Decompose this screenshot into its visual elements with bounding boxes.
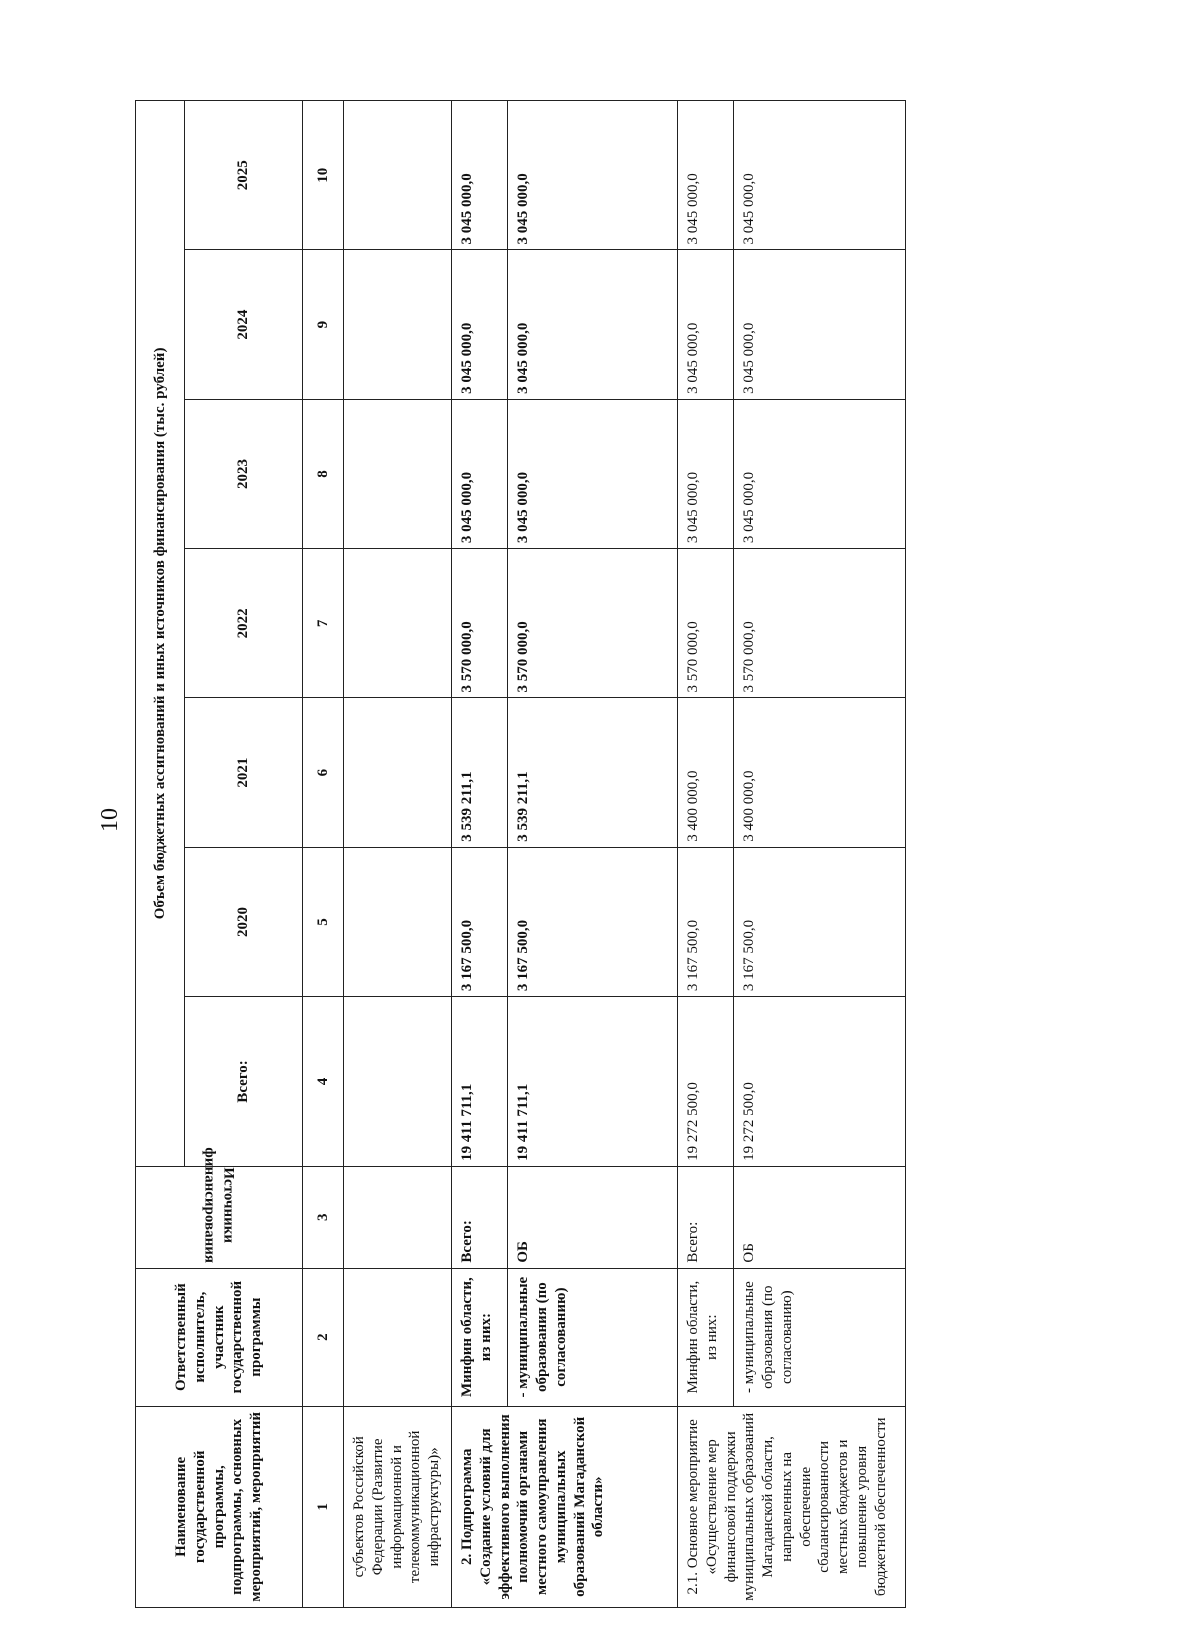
header-total: Всего: — [185, 997, 303, 1167]
row-responsible — [344, 1268, 452, 1406]
header-group-label: Объем бюджетных ассигнований и иных источников финансирования (тыс. рублей) — [136, 101, 185, 1167]
row-value: 3 570 000,0 — [734, 549, 906, 698]
row-responsible: - муниципальные образования (по согласованию) — [734, 1268, 906, 1406]
row-value: 3 045 000,0 — [508, 399, 678, 548]
row-value: 3 045 000,0 — [452, 399, 508, 548]
header-year: 2025 — [185, 101, 303, 250]
header-year: 2024 — [185, 250, 303, 399]
row-source: ОБ — [508, 1166, 678, 1268]
column-number: 7 — [303, 549, 344, 698]
header-source — [136, 1147, 303, 1268]
row-source: Всего: — [678, 1166, 734, 1268]
row-value: 3 045 000,0 — [508, 101, 678, 250]
row-value: 3 167 500,0 — [452, 847, 508, 996]
row-value: 19 272 500,0 — [734, 997, 906, 1167]
row-value: 3 045 000,0 — [678, 399, 734, 548]
row-value: 3 400 000,0 — [678, 698, 734, 847]
column-number: 9 — [303, 250, 344, 399]
row-source — [344, 1166, 452, 1268]
row-value: 19 272 500,0 — [678, 997, 734, 1167]
row-value: 3 539 211,1 — [452, 698, 508, 847]
row-value: 3 570 000,0 — [678, 549, 734, 698]
row-value: 3 045 000,0 — [452, 250, 508, 399]
column-number: 4 — [303, 997, 344, 1167]
column-number: 6 — [303, 698, 344, 847]
column-number: 5 — [303, 847, 344, 996]
row-value — [344, 698, 452, 847]
row-value — [344, 549, 452, 698]
row-source: ОБ — [734, 1166, 906, 1268]
table-row — [508, 101, 678, 1608]
row-responsible: Минфин области, из них: — [678, 1268, 734, 1406]
row-value: 3 400 000,0 — [734, 698, 906, 847]
row-value: 3 045 000,0 — [508, 250, 678, 399]
header-year: 2022 — [185, 549, 303, 698]
row-value: 3 045 000,0 — [734, 399, 906, 548]
row-value: 19 411 711,1 — [508, 997, 678, 1167]
row-value: 3 045 000,0 — [734, 101, 906, 250]
row-value: 3 167 500,0 — [678, 847, 734, 996]
row-value — [344, 101, 452, 250]
header-year: 2020 — [185, 847, 303, 996]
column-number: 10 — [303, 101, 344, 250]
table-row — [344, 101, 452, 1608]
row-value: 3 045 000,0 — [678, 101, 734, 250]
row-value — [344, 847, 452, 996]
row-value: 3 045 000,0 — [452, 101, 508, 250]
row-responsible: - муниципальные образования (по согласованию) — [508, 1268, 678, 1406]
row-value: 3 167 500,0 — [508, 847, 678, 996]
row-value: 3 045 000,0 — [678, 250, 734, 399]
table-row — [678, 101, 734, 1608]
column-number: 3 — [303, 1166, 344, 1268]
budget-table-sheet — [135, 100, 1015, 1608]
header-year: 2023 — [185, 399, 303, 548]
row-value: 3 539 211,1 — [508, 698, 678, 847]
header-name: Наименование государственной программы, подпрограммы, основных мероприятий, мероприятий — [136, 1406, 303, 1607]
row-value — [344, 250, 452, 399]
header-responsible: Ответственный исполнитель, участник государственной программы — [136, 1268, 303, 1406]
budget-table — [135, 100, 906, 1608]
row-name: субъектов Российской Федерации (Развитие информационной и телекоммуникационной инфраструктуры)» — [344, 1406, 452, 1607]
row-value: 3 570 000,0 — [508, 549, 678, 698]
header-source-label: Источники финансирования — [202, 1147, 237, 1263]
row-value: 3 045 000,0 — [734, 250, 906, 399]
row-value: 19 411 711,1 — [452, 997, 508, 1167]
row-name: 2.1. Основное мероприятие «Осуществление мер финансовой поддержки муниципальных образований Магаданской области, направленных на обеспечение сбалансированности местных бюджетов и повышение уровня бюджетной обеспеченности — [678, 1406, 906, 1607]
row-value — [344, 399, 452, 548]
column-number: 8 — [303, 399, 344, 548]
row-responsible: Минфин области, из них: — [452, 1268, 508, 1406]
row-name: 2. Подпрограмма «Создание условий для эффективного выполнения полномочий органами местного самоуправления муниципальных образований Магаданской области» — [452, 1406, 678, 1607]
column-number: 2 — [303, 1268, 344, 1406]
table-row — [452, 101, 508, 1608]
row-value: 3 570 000,0 — [452, 549, 508, 698]
row-source: Всего: — [452, 1166, 508, 1268]
column-number: 1 — [303, 1406, 344, 1607]
row-value: 3 167 500,0 — [734, 847, 906, 996]
row-value — [344, 997, 452, 1167]
table-row — [734, 101, 906, 1608]
header-year: 2021 — [185, 698, 303, 847]
page-number: 10 — [96, 808, 123, 832]
